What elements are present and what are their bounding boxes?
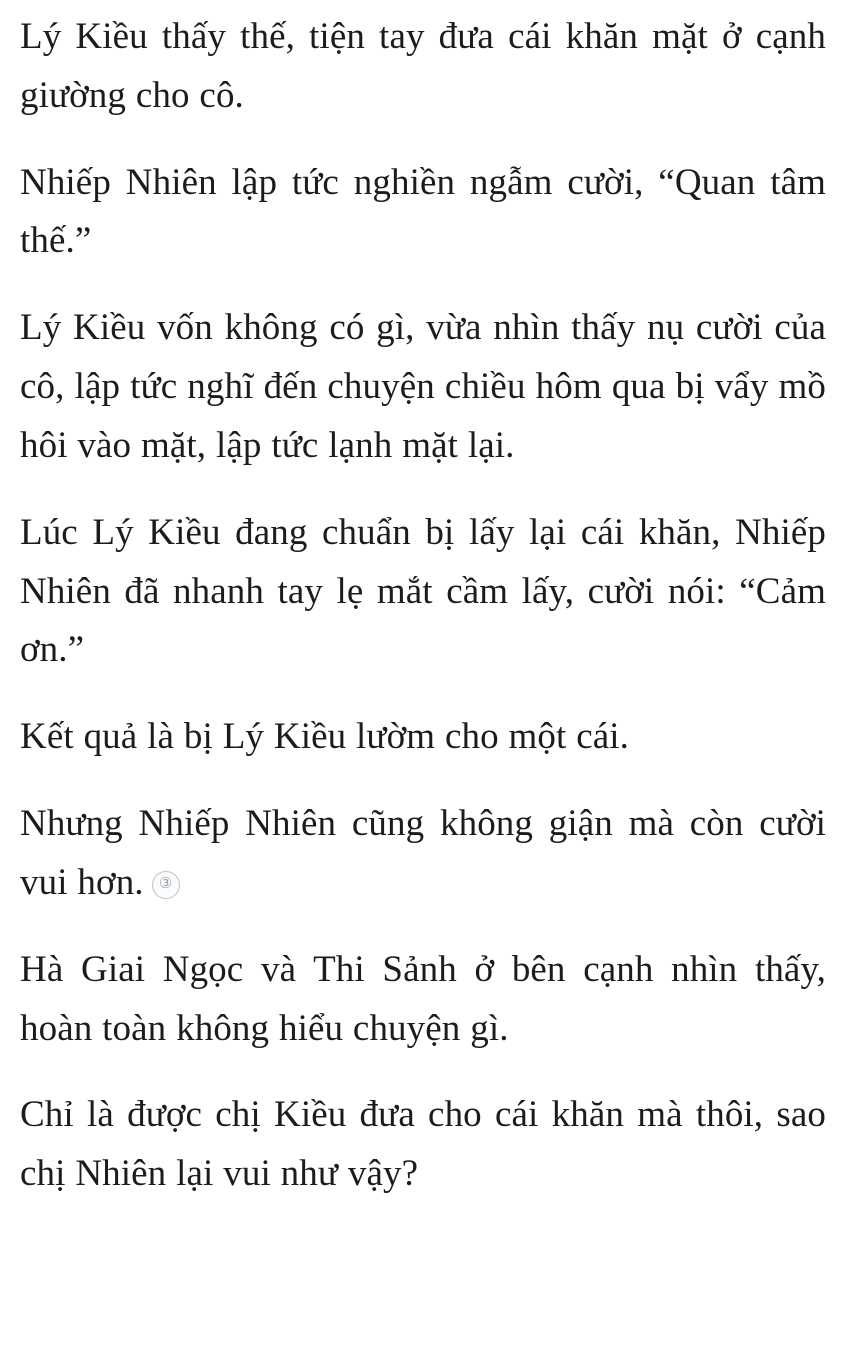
paragraph-text: Chỉ là được chị Kiều đưa cho cái khăn mà thôi, sao chị Nhiên lại vui như vậy? [20, 1094, 826, 1195]
paragraph-text: Nhiếp Nhiên lập tức nghiền ngẫm cười, “Quan tâm thế.” [20, 161, 826, 262]
paragraph [20, 1086, 826, 1204]
paragraph-text: Lý Kiều vốn không có gì, vừa nhìn thấy nụ cười của cô, lập tức nghĩ đến chuyện chiều hôm qua bị vẩy mồ hôi vào mặt, lập tức lạnh mặt lại. [20, 307, 826, 466]
paragraph [20, 154, 826, 272]
paragraph [20, 795, 826, 913]
paragraph [20, 8, 826, 126]
paragraph-text: Lúc Lý Kiều đang chuẩn bị lấy lại cái khăn, Nhiếp Nhiên đã nhanh tay lẹ mắt cầm lấy, cười nói: “Cảm ơn.” [20, 511, 826, 671]
paragraph-text: Nhưng Nhiếp Nhiên cũng không giận mà còn cười vui hơn. [20, 803, 826, 903]
paragraph [20, 504, 826, 680]
paragraph [20, 299, 826, 475]
paragraph-text: Hà Giai Ngọc và Thi Sảnh ở bên cạnh nhìn thấy, hoàn toàn không hiểu chuyện gì. [20, 948, 826, 1049]
footnote-marker-icon[interactable]: ③ [152, 871, 180, 899]
paragraph-text: Lý Kiều thấy thế, tiện tay đưa cái khăn mặt ở cạnh giường cho cô. [20, 16, 826, 116]
paragraph-text: Kết quả là bị Lý Kiều lườm cho một cái. [20, 716, 630, 758]
paragraph [20, 941, 826, 1059]
paragraph [20, 708, 826, 767]
